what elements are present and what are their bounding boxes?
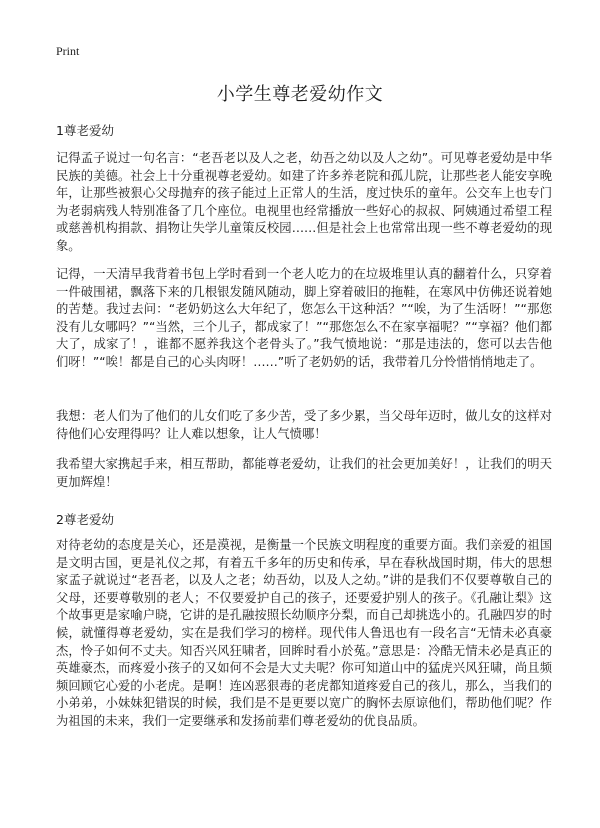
section-heading-1: 1尊老爱幼 [56,123,114,138]
paragraph: 我想：老人们为了他们的儿女们吃了多少苦，受了多少累，当父母年迈时，做儿女的这样对待他们心安理得吗？让人难以想象，让人气愤哪！ [56,409,552,441]
section-heading-2: 2尊老爱幼 [56,512,114,527]
paragraph: 记得，一天清早我背着书包上学时看到一个老人吃力的在垃圾堆里认真的翻着什么，只穿着一件破围裙，飘落下来的几根银发随风随动，脚上穿着破旧的拖鞋，在寒风中仿佛还说着她的苦楚。我过去问：“老奶奶这么大年纪了，您怎么干这种活？”“唉，为了生活呀！”“那您没有儿女哪吗？”“当然，三个儿子，都成家了！”“那您怎么不在家享福呢？”“享福？他们都大了，成家了！，谁都不愿养我这个老骨头了。”我气愤地说：“那是违法的，您可以去告他们呀！”“唉！都是自己的心头肉呀！……”听了老奶奶的话，我带着几分怜惜悄悄地走了。 [56,267,552,369]
paragraph: 对待老幼的态度是关心，还是漠视，是衡量一个民族文明程度的重要方面。我们亲爱的祖国是文明古国，更是礼仪之邦，有着五千多年的历史和传承，早在春秋战国时期，伟大的思想家孟子就说过“老吾老，以及人之老；幼吾幼，以及人之幼。”讲的是我们不仅要尊敬自己的父母，还要尊敬别的老人；不仅要爱护自己的孩子，还要爱护别人的孩子。《孔融让梨》这个故事更是家喻户晓，它讲的是孔融按照长幼顺序分梨，而自己却挑选小的。孔融四岁的时候，就懂得尊老爱幼，实在是我们学习的榜样。现代伟人鲁迅也有一段名言“无情未必真豪杰，怜子如何不丈夫。知否兴风狂啸者，回眸时看小於菟。”意思是：冷酷无情未必是真正的英雄豪杰，而疼爱小孩子的又如何不会是大丈夫呢？你可知道山中的猛虎兴风狂啸，尚且频频回顾它心爱的小老虎。是啊！连凶恶狠毒的老虎都知道疼爱自己的孩儿，那么，当我们的小弟弟，小妹妹犯错误的时候，我们是不是更要以宽广的胸怀去原谅他们，帮助他们呢？作为祖国的未来，我们一定要继承和发扬前辈们尊老爱幼的优良品质。 [56,538,552,728]
paragraph: 我希望大家携起手来，相互帮助，都能尊老爱幼，让我们的社会更加美好！，让我们的明天更加辉煌！ [56,457,552,489]
paragraph: 记得孟子说过一句名言：“老吾老以及人之老，幼吾之幼以及人之幼”。可见尊老爱幼是中华民族的美德。社会上十分重视尊老爱幼。如建了许多养老院和孤儿院，让那些老人能安享晚年，让那些被狠心父母抛弃的孩子能过上正常人的生活，度过快乐的童年。公交车上也专门为老弱病残人特别准备了几个座位。电视里也经常播放一些好心的叔叔、阿姨通过希望工程或慈善机构捐款、捐物让失学儿童策反校园……但是社会上也常常出现一些不尊老爱幼的现象。 [56,151,552,253]
print-link[interactable]: Print [56,44,80,58]
document-title: 小学生尊老爱幼作文 [216,84,384,105]
